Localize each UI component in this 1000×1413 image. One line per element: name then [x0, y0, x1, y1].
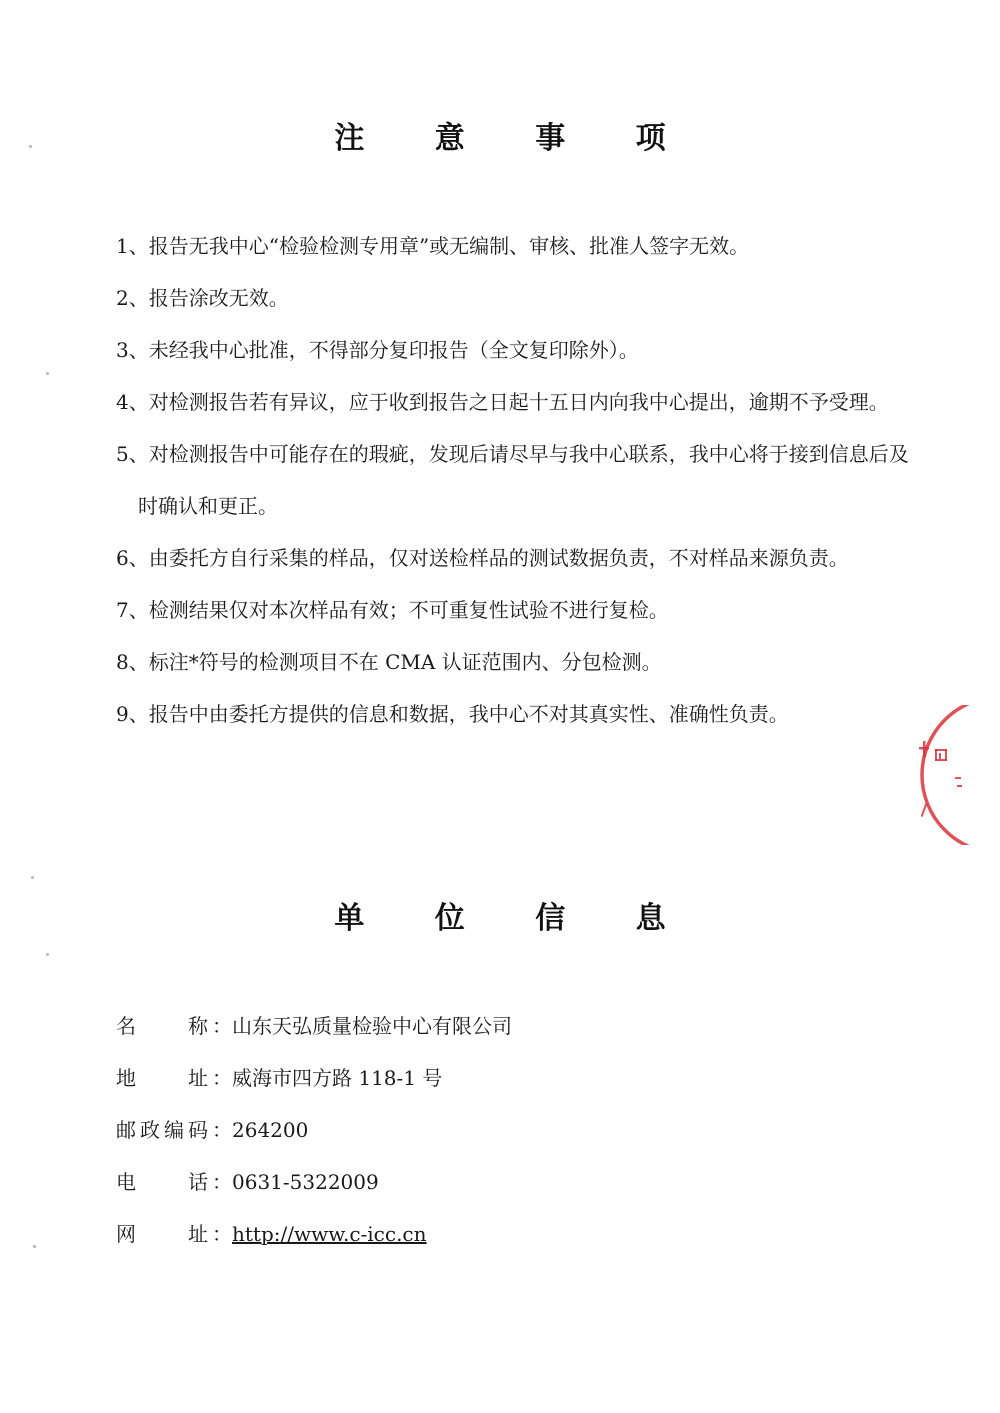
info-row-website: [116, 1208, 816, 1260]
address-colon: ：: [212, 1066, 232, 1090]
notice-item-6: 6、由委托方自行采集的样品，仅对送检样品的测试数据负责，不对样品来源负责。: [116, 546, 849, 570]
unit-info-list: [116, 1000, 816, 1260]
notice-item-1: 1、报告无我中心“检验检测专用章”或无编制、审核、批准人签字无效。: [116, 234, 750, 258]
company-address: 威海市四方路 118-1 号: [232, 1066, 443, 1090]
notice-item-8: 8、标注*符号的检测项目不在 CMA 认证范围内、分包检测。: [116, 650, 662, 674]
postcode-colon: ：: [212, 1118, 232, 1142]
notice-item-4: 4、对检测报告若有异议，应于收到报告之日起十五日内向我中心提出，逾期不予受理。: [116, 390, 889, 414]
name-label: 名称: [116, 1014, 208, 1038]
phone-label: 电话: [116, 1170, 208, 1194]
phone-value: 0631-5322009: [232, 1170, 379, 1194]
info-row-phone: [116, 1156, 816, 1208]
info-row-name: [116, 1000, 816, 1052]
unit-info-title: 单 位 信 息: [334, 901, 696, 936]
seal-partial-glyphs: [919, 741, 962, 817]
scan-speck: [46, 953, 49, 956]
info-row-postcode: [116, 1104, 816, 1156]
website-link[interactable]: http://www.c-icc.cn: [232, 1222, 427, 1246]
postcode-value: 264200: [232, 1118, 309, 1142]
red-seal-stamp: [905, 705, 1000, 845]
notice-list: [116, 220, 916, 740]
scan-speck: [33, 1245, 36, 1248]
website-label: 网址: [116, 1222, 208, 1246]
scan-speck: [31, 876, 34, 879]
notice-item-7: 7、检测结果仅对本次样品有效；不可重复性试验不进行复检。: [116, 598, 669, 622]
notice-item-3: 3、未经我中心批准，不得部分复印报告（全文复印除外）。: [116, 338, 639, 362]
notice-item-5: 5、对检测报告中可能存在的瑕疵，发现后请尽早与我中心联系，我中心将于接到信息后及时确认和更正。: [116, 442, 909, 518]
address-label: 地址: [116, 1066, 208, 1090]
scan-speck: [29, 145, 32, 148]
company-name: 山东天弘质量检验中心有限公司: [232, 1014, 512, 1038]
notice-item-2: 2、报告涂改无效。: [116, 286, 289, 310]
notice-item-9: 9、报告中由委托方提供的信息和数据，我中心不对其真实性、准确性负责。: [116, 702, 789, 726]
website-colon: ：: [212, 1222, 232, 1246]
name-colon: ：: [212, 1014, 232, 1038]
seal-ring: [922, 705, 1000, 845]
postcode-label: 邮政编码: [116, 1118, 208, 1142]
info-row-address: [116, 1052, 816, 1104]
notice-title: 注 意 事 项: [334, 121, 696, 156]
phone-colon: ：: [212, 1170, 232, 1194]
scan-speck: [46, 372, 49, 375]
